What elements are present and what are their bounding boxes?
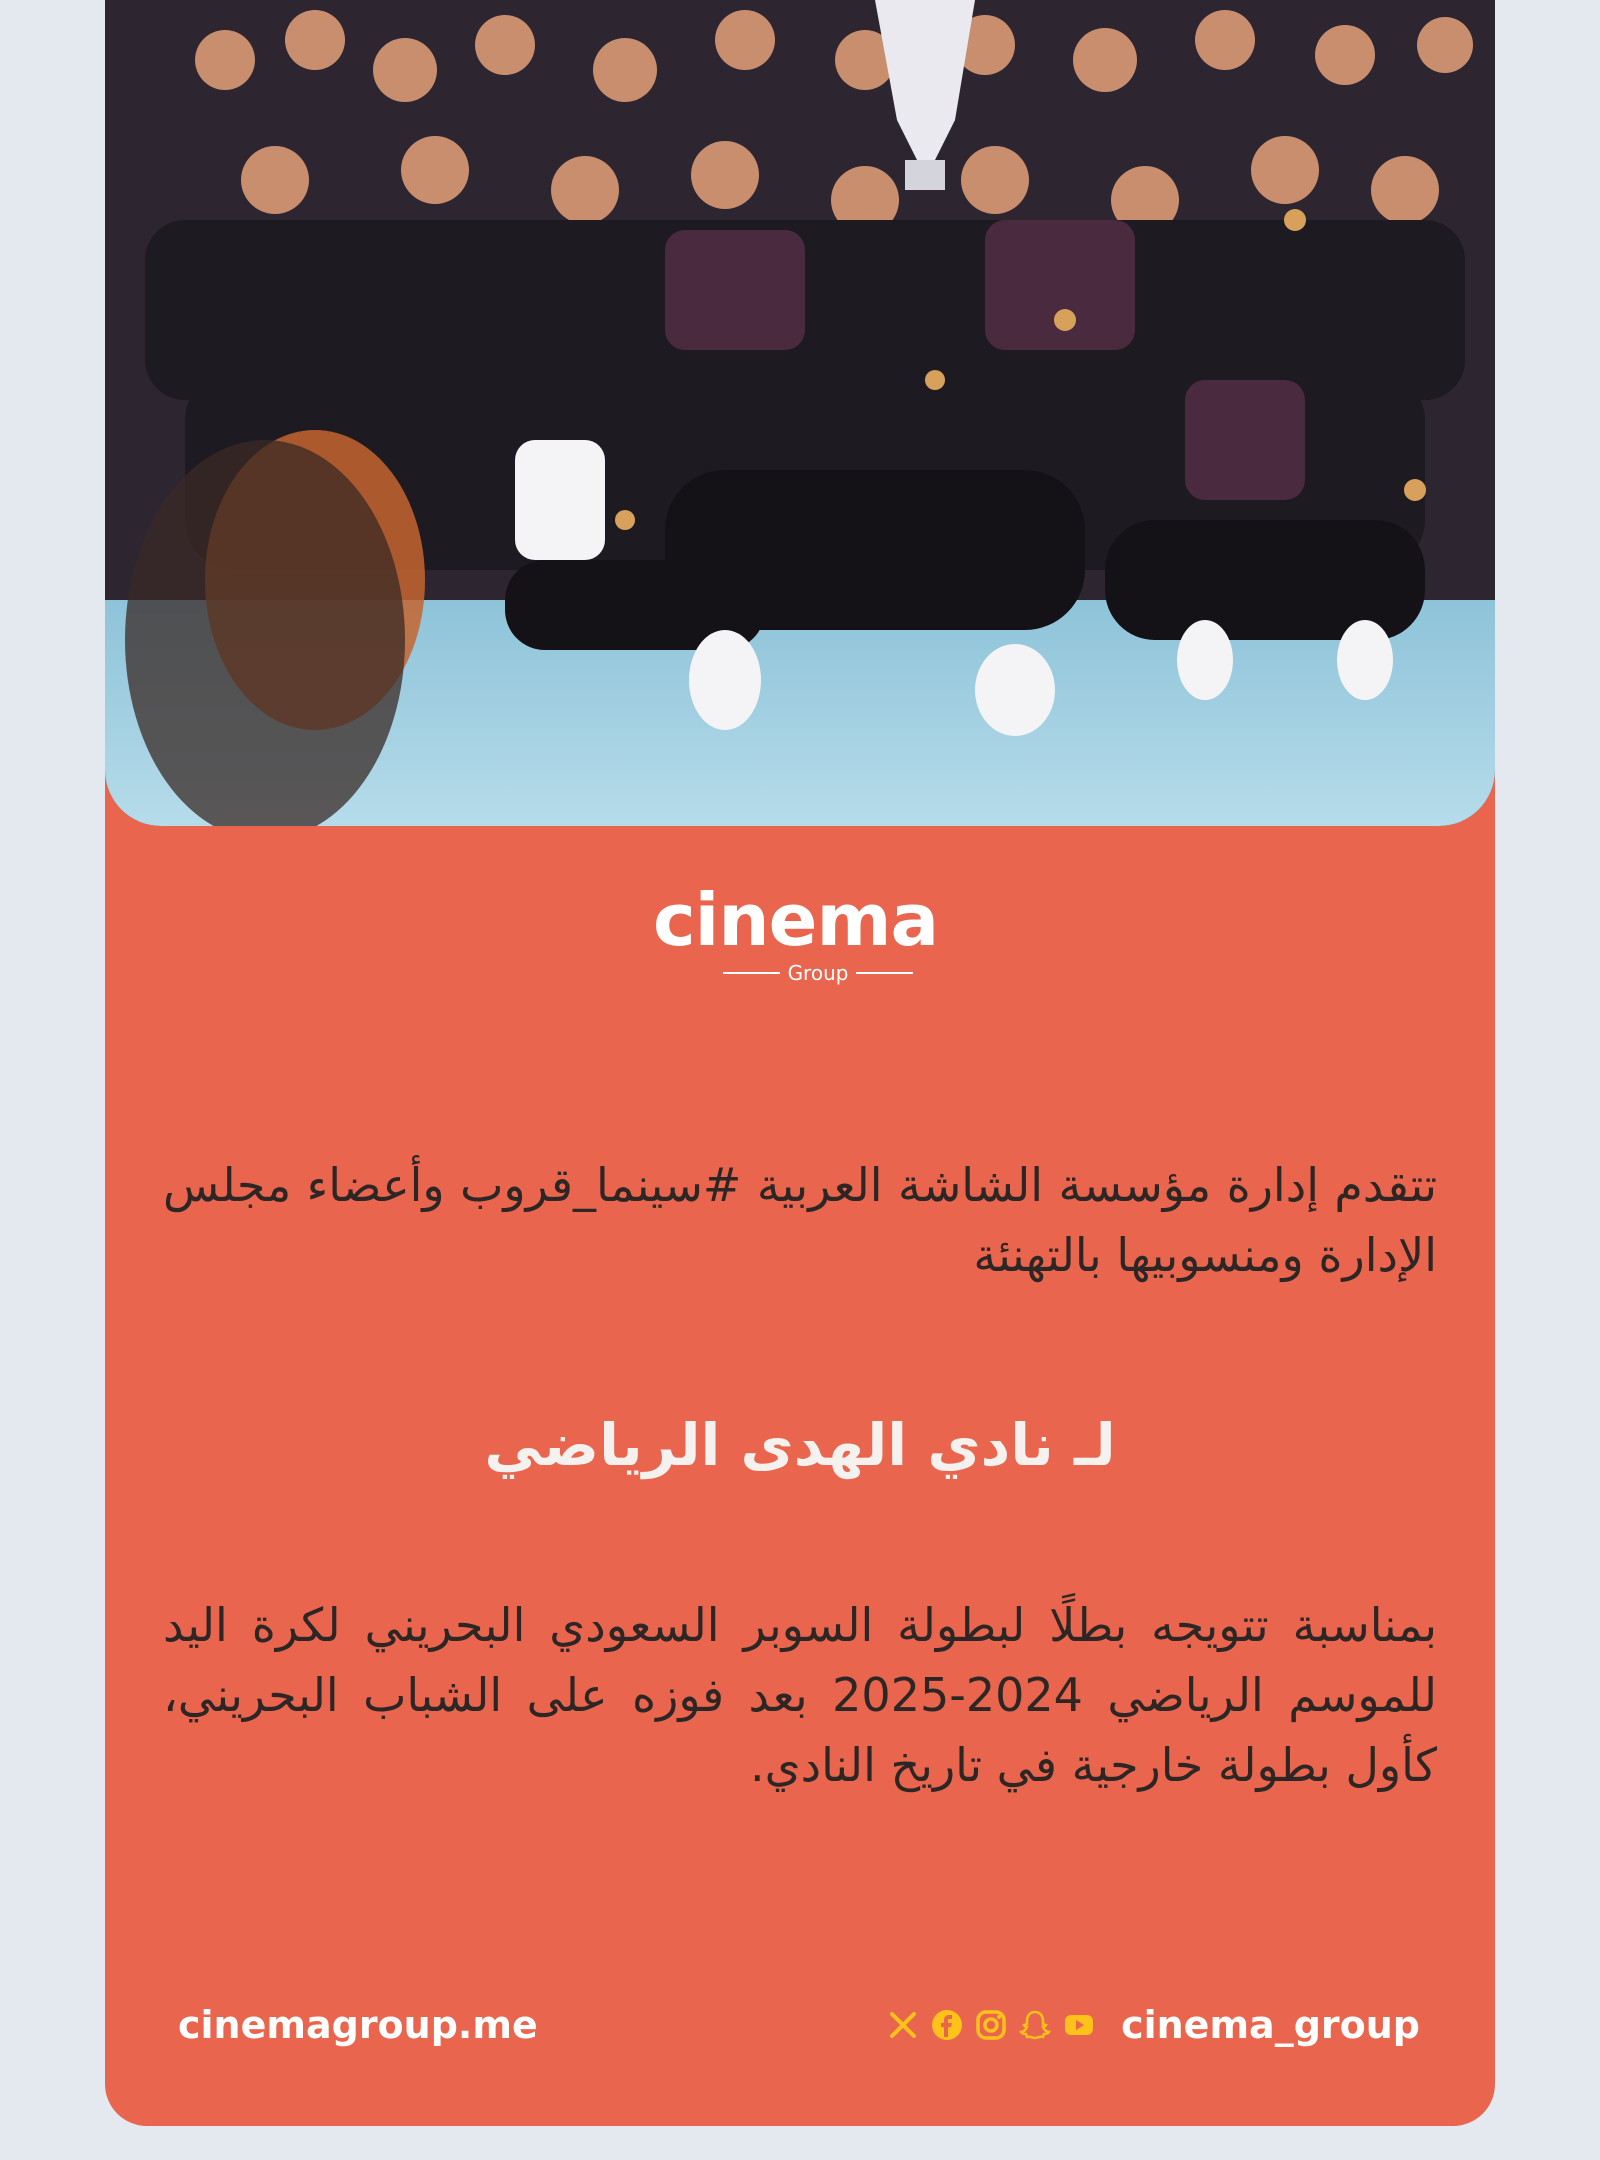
club-headline: لـ نادي الهدى الرياضي [484, 1411, 1116, 1479]
body-paragraph: بمناسبة تتويجه بطلًا لبطولة السوبر السعودي البحريني لكرة اليد للموسم الرياضي 2024-2025 بعد فوزه على الشباب البحريني، كأول بطولة خارجية في تاريخ النادي. [163, 1598, 1437, 1792]
cinema-group-logo [653, 880, 953, 990]
logo-wordmark: cinema [653, 878, 939, 962]
intro-paragraph: تتقدم إدارة مؤسسة الشاشة العربية #سينما_قروب وأعضاء مجلس الإدارة ومنسوبيها بالتهنئة [163, 1158, 1437, 1282]
website-link[interactable]: cinemagroup.me [178, 2003, 538, 2047]
facebook-icon[interactable] [931, 2009, 963, 2041]
logo-subtext [723, 958, 913, 988]
social-bar [887, 2000, 1420, 2050]
snapchat-icon[interactable] [1019, 2009, 1051, 2041]
logo-subtext-label: Group [787, 961, 849, 985]
youtube-icon[interactable] [1063, 2009, 1095, 2041]
social-handle[interactable]: cinema_group [1121, 2003, 1420, 2047]
instagram-icon[interactable] [975, 2009, 1007, 2041]
team-celebration-photo [105, 0, 1495, 826]
x-icon[interactable] [887, 2009, 919, 2041]
announcement-card [105, 0, 1495, 2126]
